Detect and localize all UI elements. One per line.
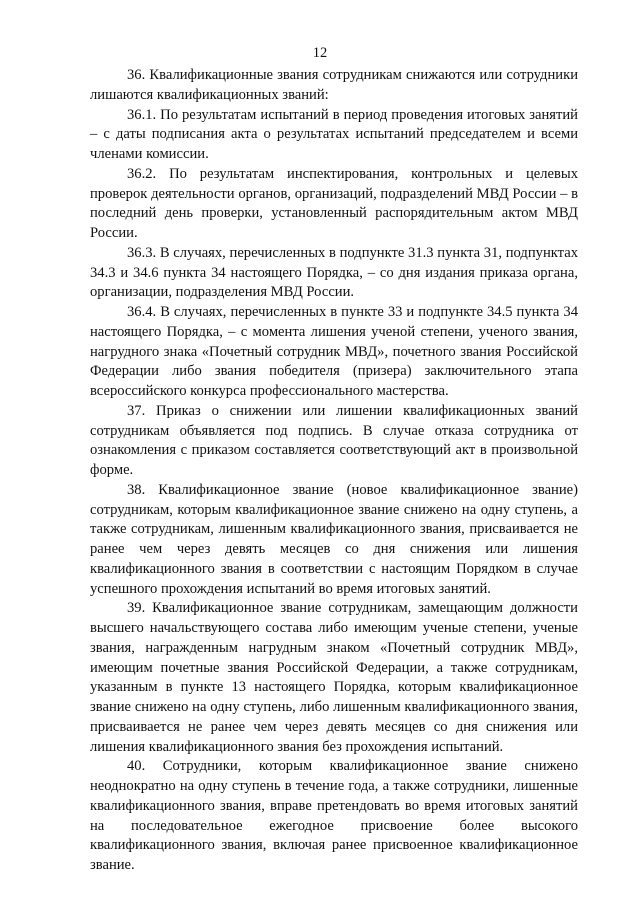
- page-number: 12: [312, 45, 328, 61]
- paragraph-36: 36. Квалификационные звания сотрудникам снижаются или сотрудники лишаются квалификационных званий:: [90, 67, 578, 103]
- paragraph-36-1: 36.1. По результатам испытаний в период проведения итоговых занятий – с даты подписания акта о результатах испытаний председателем и всеми членами комиссии.: [90, 106, 578, 162]
- paragraph-36-3: 36.3. В случаях, перечисленных в подпункте 31.3 пункта 31, подпунктах 34.3 и 34.6 пункта 34 настоящего Порядка, – со дня издания приказа органа, организации, подразделения МВД России.: [90, 244, 578, 301]
- paragraph-37: 37. Приказ о снижении или лишении квалификационных званий сотрудникам объявляется под подпись. В случае отказа сотрудника от ознакомления с приказом составляется соответствующий акт в произвольной форме.: [90, 402, 578, 478]
- paragraph-36-2: 36.2. По результатам инспектирования, контрольных и целевых проверок деятельности органов, организаций, подразделений МВД России – в последний день проверки, установленный распорядительным актом МВД России.: [90, 165, 578, 241]
- paragraph-40: 40. Сотрудники, которым квалификационное звание снижено неоднократно на одну ступень в течение года, а также сотрудники, лишенные квалификационного звания, вправе претендовать во время итоговых занятий на последовательное ежегодное присвоение более высокого квалификационного звания, включая ранее присвоенное квалификационное звание.: [90, 758, 578, 873]
- document-body: [90, 66, 578, 876]
- paragraph-39: 39. Квалификационное звание сотрудникам, замещающим должности высшего начальствующего состава либо имеющим ученые степени, ученые звания, награжденным нагрудным знаком «Почетный сотрудник МВД», имеющим почетные звания Российской Федерации, а также сотрудникам, указанным в пункте 13 настоящего Порядка, которым квалификационное звание снижено на одну ступень, либо лишенным квалификационного звания, присваивается не ранее чем через девять месяцев со дня снижения или лишения квалификационного звания без прохождения испытаний.: [90, 600, 578, 755]
- paragraph-38: 38. Квалификационное звание (новое квалификационное звание) сотрудникам, которым квалификационное звание снижено на одну ступень, а также сотрудникам, лишенным квалификационного звания, присваивается не ранее чем через девять месяцев со дня снижения или лишения квалификационного звания в соответствии с настоящим Порядком в случае успешного прохождения испытаний во время итоговых занятий.: [90, 481, 578, 597]
- paragraph-36-4: 36.4. В случаях, перечисленных в пункте 33 и подпункте 34.5 пункта 34 настоящего Порядка, – с момента лишения ученой степени, ученого звания, нагрудного знака «Почетный сотрудник МВД», почетного звания Российской Федерации либо звания победителя (призера) заключительного этапа всероссийского конкурса профессионального мастерства.: [90, 304, 578, 399]
